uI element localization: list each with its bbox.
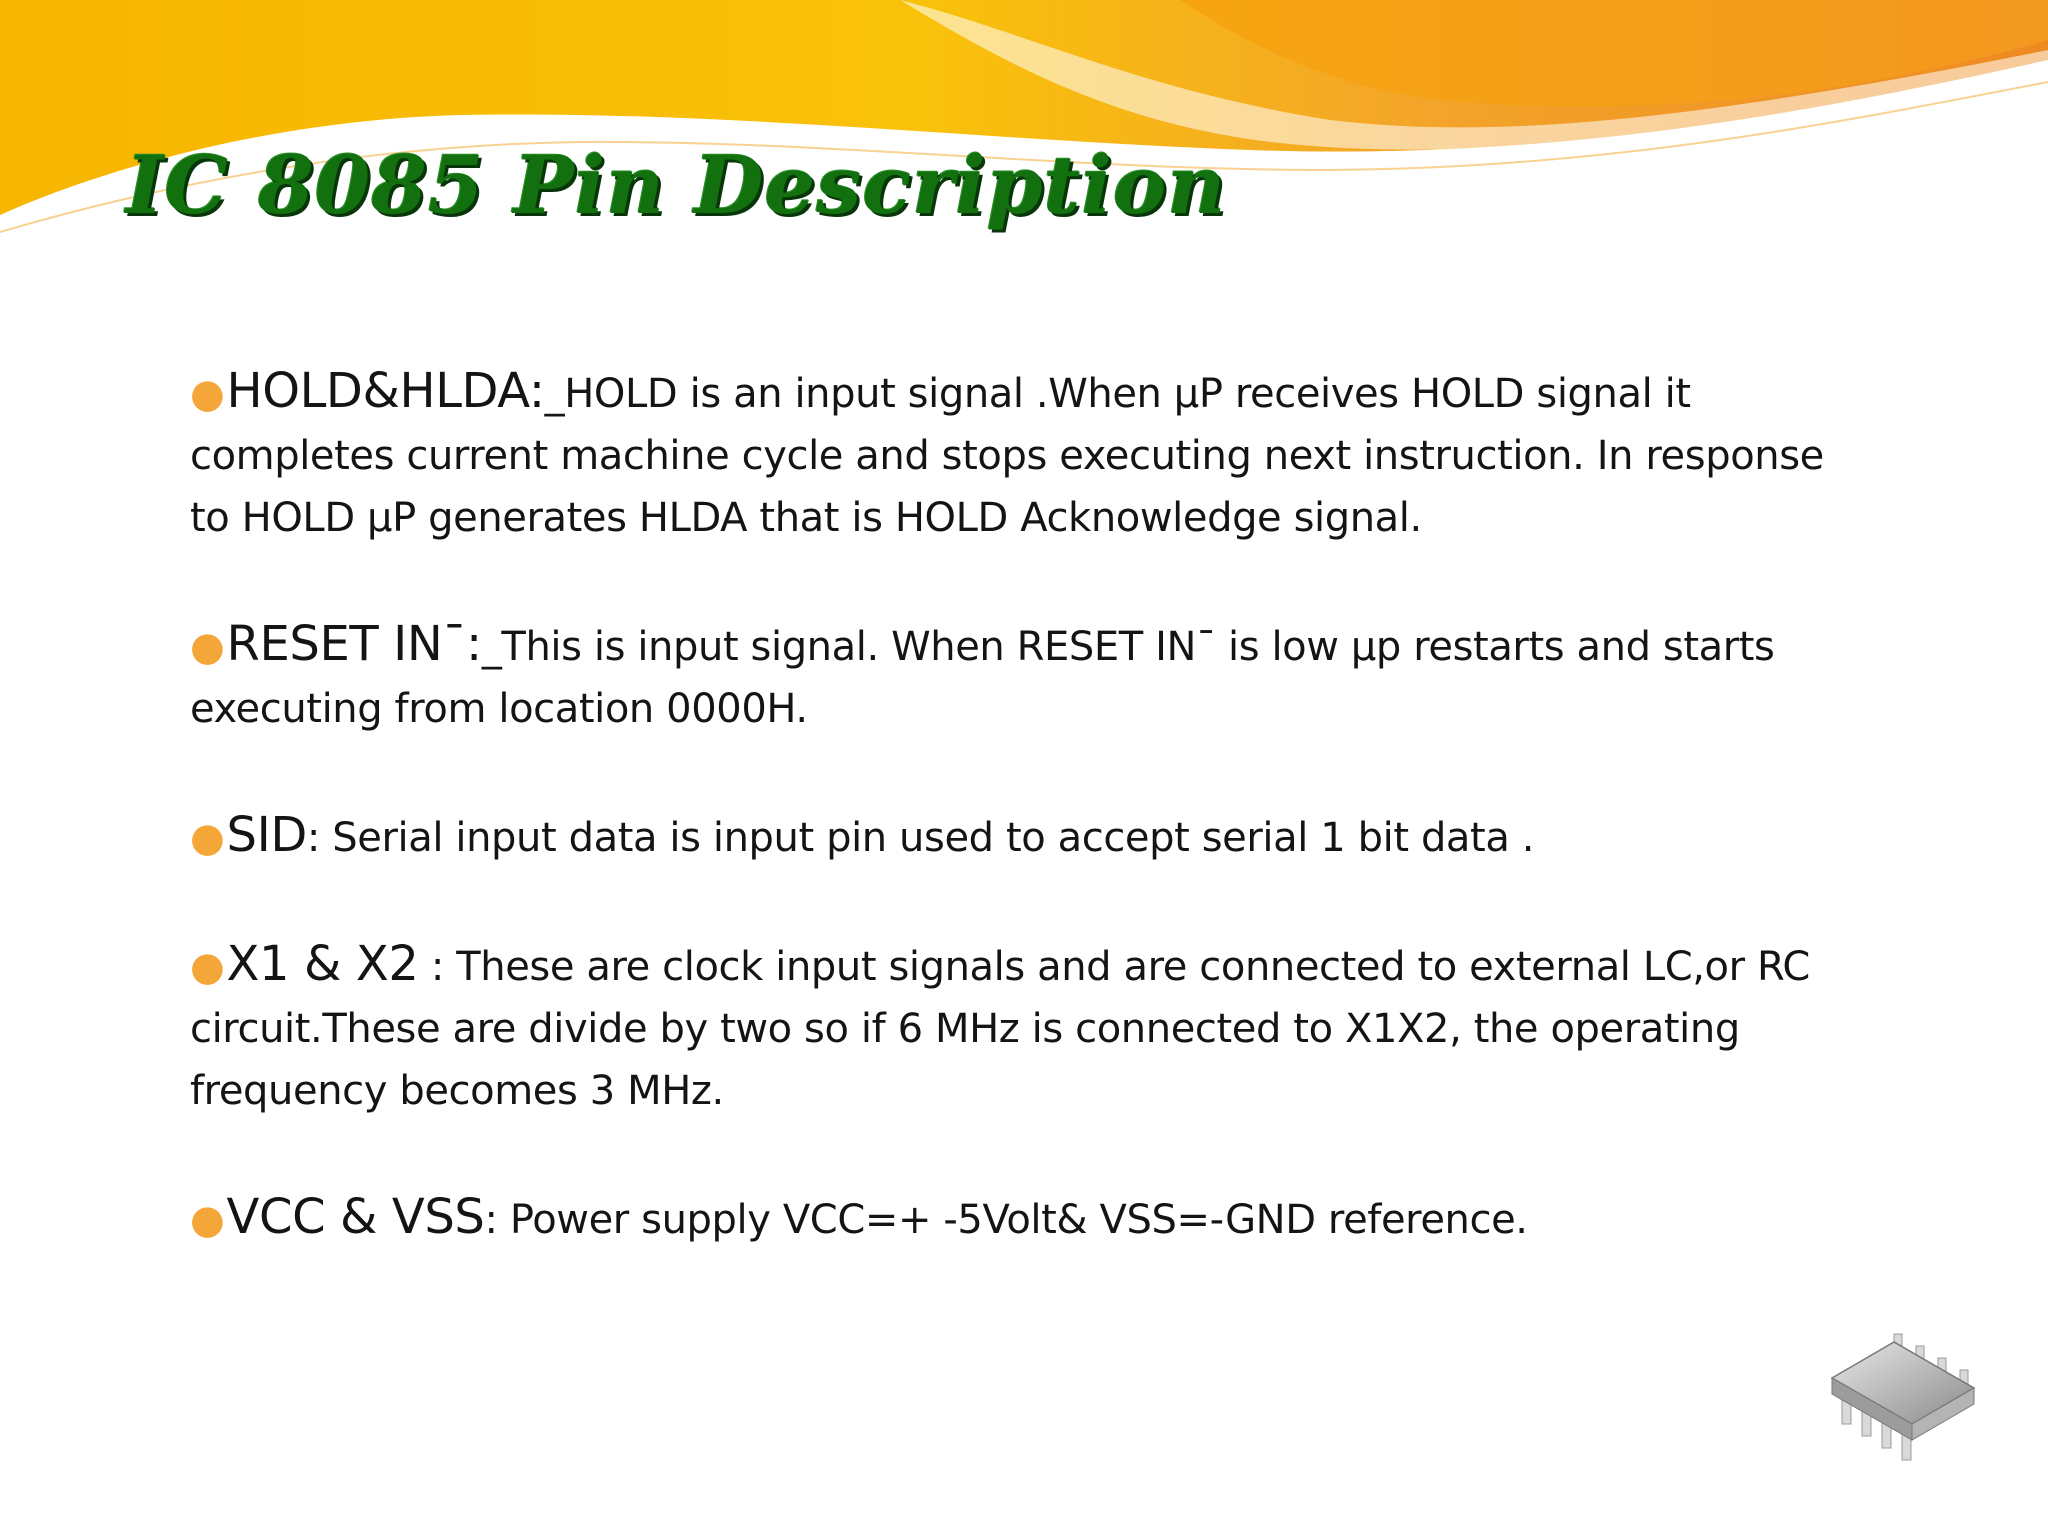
item-term: RESET IN¯: [226,616,482,672]
list-item-vcc-vss [190,1186,1870,1251]
item-text: _HOLD is an input signal .When µP receives HOLD signal it completes current machine cycle and stops executing next instruction. In response to HOLD µP generates HLDA that is HOLD Acknowledge signal. [190,371,1824,541]
item-text: : Power supply VCC=+ -5Volt& VSS=-GND reference. [484,1197,1528,1243]
bullet-dot: ● [190,1197,225,1243]
item-term: HOLD&HLDA: [226,363,545,419]
item-term: X1 & X2 [226,936,419,992]
item-text: : Serial input data is input pin used to accept serial 1 bit data . [306,815,1535,861]
bullet-dot: ● [190,624,225,670]
item-text: : These are clock input signals and are connected to external LC,or RC circuit.These are divide by two so if 6 MHz is connected to X1X2, the operating frequency becomes 3 MHz. [190,944,1810,1114]
bullet-dot: ● [190,815,225,861]
item-term: VCC & VSS [226,1189,485,1245]
chip-icon [1824,1328,1984,1478]
list-item-x1-x2 [190,933,1870,1122]
bullet-dot: ● [190,371,225,417]
bullet-dot: ● [190,944,225,990]
item-term: SID [226,807,307,863]
list-item-hold-hlda [190,360,1870,549]
page-title: IC 8085 Pin Description [126,138,1227,232]
list-item-sid [190,804,1870,869]
pin-description-list [190,360,1870,1315]
item-text: _This is input signal. When RESET IN¯ is low µp restarts and starts executing from location 0000H. [190,624,1775,732]
list-item-reset-in [190,613,1870,740]
